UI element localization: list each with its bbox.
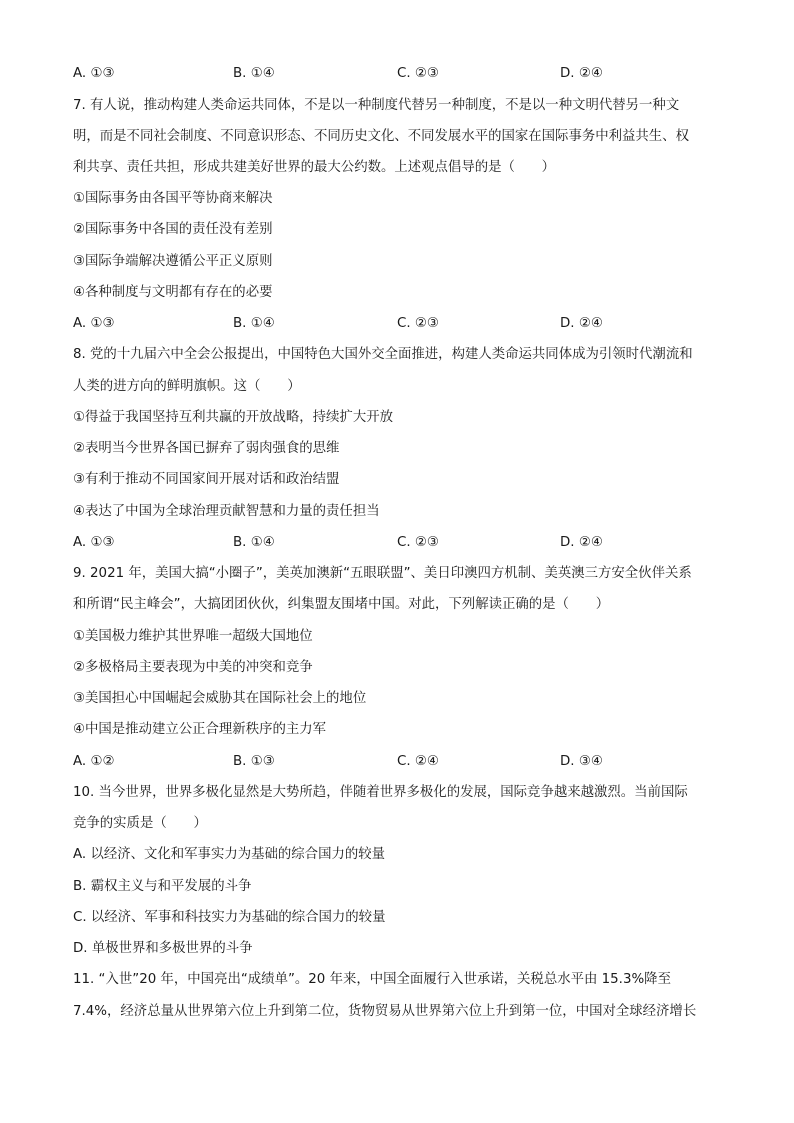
q9-option-d: D. ③④ [560,754,603,769]
q9-stem-line-1: 9. 2021 年，美国大搞“小圈子”，美英加澳新“五眼联盟”、美日印澳四方机制、美英澳三方安全伙伴关系 [73,566,692,581]
q7-item-1: ①国际事务由各国平等协商来解决 [73,191,273,206]
q8-option-d: D. ②④ [560,535,603,550]
q11-stem-line-2: 7.4%，经济总量从世界第六位上升到第二位，货物贸易从世界第六位上升到第一位，中国对全球经济增长 [73,1004,697,1019]
q10-stem-line-2: 竞争的实质是（ ） [73,816,207,831]
q8-item-2: ②表明当今世界各国已摒弃了弱肉强食的思维 [73,441,340,456]
q7-stem-line-1: 7. 有人说，推动构建人类命运共同体，不是以一种制度代替另一种制度，不是以一种文明代替另一种文 [73,98,680,113]
q7-item-3: ③国际争端解决遵循公平正义原则 [73,254,273,269]
q7-options [73,314,733,334]
q9-item-1: ①美国极力维护其世界唯一超级大国地位 [73,629,313,644]
q6-options [73,64,733,84]
q7-option-c: C. ②③ [397,316,439,331]
q7-item-2: ②国际事务中各国的责任没有差别 [73,222,273,237]
q8-item-1: ①得益于我国坚持互利共赢的开放战略，持续扩大开放 [73,410,393,425]
q8-option-b: B. ①④ [233,535,275,550]
q6-option-d: D. ②④ [560,66,603,81]
q7-item-4: ④各种制度与文明都有存在的必要 [73,285,273,300]
q8-option-a: A. ①③ [73,535,115,550]
q8-option-c: C. ②③ [397,535,439,550]
q9-option-a: A. ①② [73,754,115,769]
q7-stem-line-2: 明，而是不同社会制度、不同意识形态、不同历史文化、不同发展水平的国家在国际事务中利益共生、权 [73,129,689,144]
q6-option-a: A. ①③ [73,66,115,81]
q9-options [73,752,733,772]
q7-option-d: D. ②④ [560,316,603,331]
q9-item-2: ②多极格局主要表现为中美的冲突和竞争 [73,660,313,675]
q10-choice-d: D. 单极世界和多极世界的斗争 [73,941,253,956]
q9-option-b: B. ①③ [233,754,275,769]
q7-stem-line-3: 利共享、责任共担，形成共建美好世界的最大公约数。上述观点倡导的是（ ） [73,160,556,175]
q9-option-c: C. ②④ [397,754,439,769]
q7-option-a: A. ①③ [73,316,115,331]
q9-item-3: ③美国担心中国崛起会威胁其在国际社会上的地位 [73,691,367,706]
q6-option-b: B. ①④ [233,66,275,81]
q10-choice-c: C. 以经济、军事和科技实力为基础的综合国力的较量 [73,910,386,925]
q8-stem-line-1: 8. 党的十九届六中全会公报提出，中国特色大国外交全面推进，构建人类命运共同体成为引领时代潮流和 [73,347,693,362]
q8-stem-line-2: 人类的进方向的鲜明旗帜。这（ ） [73,379,301,394]
q11-stem-line-1: 11. “入世”20 年，中国亮出“成绩单”。20 年来，中国全面履行入世承诺，关税总水平由 15.3%降至 [73,972,671,987]
q10-stem-line-1: 10. 当今世界，世界多极化显然是大势所趋，伴随着世界多极化的发展，国际竞争越来越激烈。当前国际 [73,785,688,800]
q8-item-3: ③有利于推动不同国家间开展对话和政治结盟 [73,472,340,487]
q6-option-c: C. ②③ [397,66,439,81]
q9-stem-line-2: 和所谓“民主峰会”，大搞团团伙伙，纠集盟友围堵中国。对此，下列解读正确的是（ ） [73,597,610,612]
q9-item-4: ④中国是推动建立公正合理新秩序的主力军 [73,722,327,737]
q8-item-4: ④表达了中国为全球治理贡献智慧和力量的责任担当 [73,504,380,519]
q10-choice-b: B. 霸权主义与和平发展的斗争 [73,879,252,894]
q7-option-b: B. ①④ [233,316,275,331]
q8-options [73,533,733,553]
q10-choice-a: A. 以经济、文化和军事实力为基础的综合国力的较量 [73,847,386,862]
